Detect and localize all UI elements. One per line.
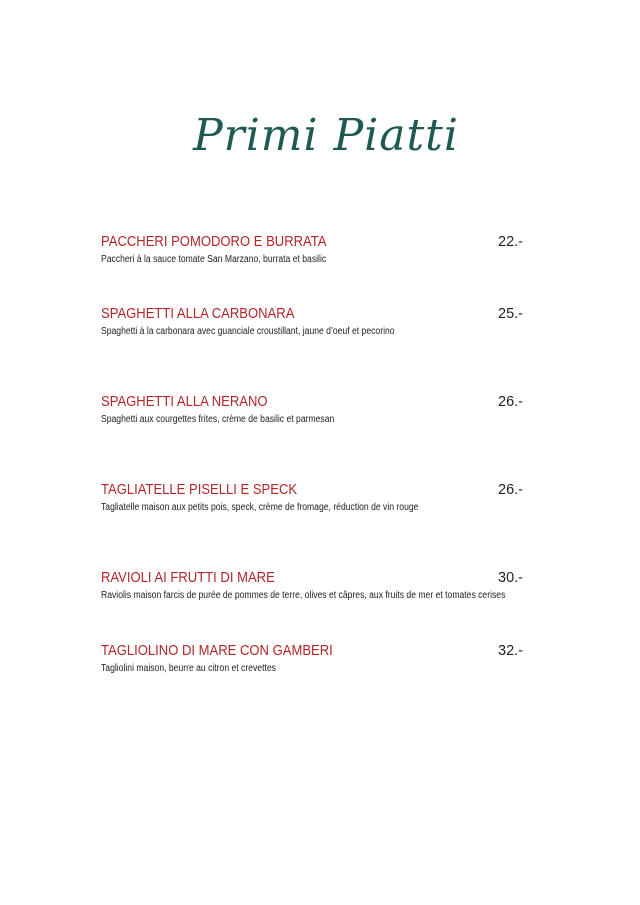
dish-price: 26.-: [498, 394, 523, 410]
dish-description: Tagliolini maison, beurre au citron et crevettes: [101, 663, 276, 674]
dish-name: PACCHERI POMODORO E BURRATA: [101, 234, 327, 250]
dish-name: SPAGHETTI ALLA NERANO: [101, 394, 268, 410]
dish-name: RAVIOLI AI FRUTTI DI MARE: [101, 570, 275, 586]
dish-description: Raviolis maison farcis de purée de pommes de terre, olives et câpres, aux fruits de mer et tomates cerises: [101, 590, 506, 601]
dish-price: 30.-: [498, 570, 523, 586]
dish-name: TAGLIATELLE PISELLI E SPECK: [101, 482, 298, 498]
dish-price: 32.-: [498, 643, 523, 659]
dish-description: Spaghetti à la carbonara avec guanciale croustillant, jaune d’oeuf et pecorino: [101, 326, 395, 337]
dish-description: Tagliatelle maison aux petits pois, speck, crème de fromage, réduction de vin rouge: [101, 502, 419, 513]
dish-description: Paccheri à la sauce tomate San Marzano, burrata et basilic: [101, 254, 327, 265]
dish-price: 26.-: [498, 482, 523, 498]
dish-name: TAGLIOLINO DI MARE CON GAMBERI: [101, 643, 333, 659]
dish-price: 25.-: [498, 306, 523, 322]
dish-name: SPAGHETTI ALLA CARBONARA: [101, 306, 295, 322]
page-title: Primi Piatti: [193, 110, 459, 161]
dish-description: Spaghetti aux courgettes frites, crème de basilic et parmesan: [101, 414, 335, 425]
dish-price: 22.-: [498, 234, 523, 250]
